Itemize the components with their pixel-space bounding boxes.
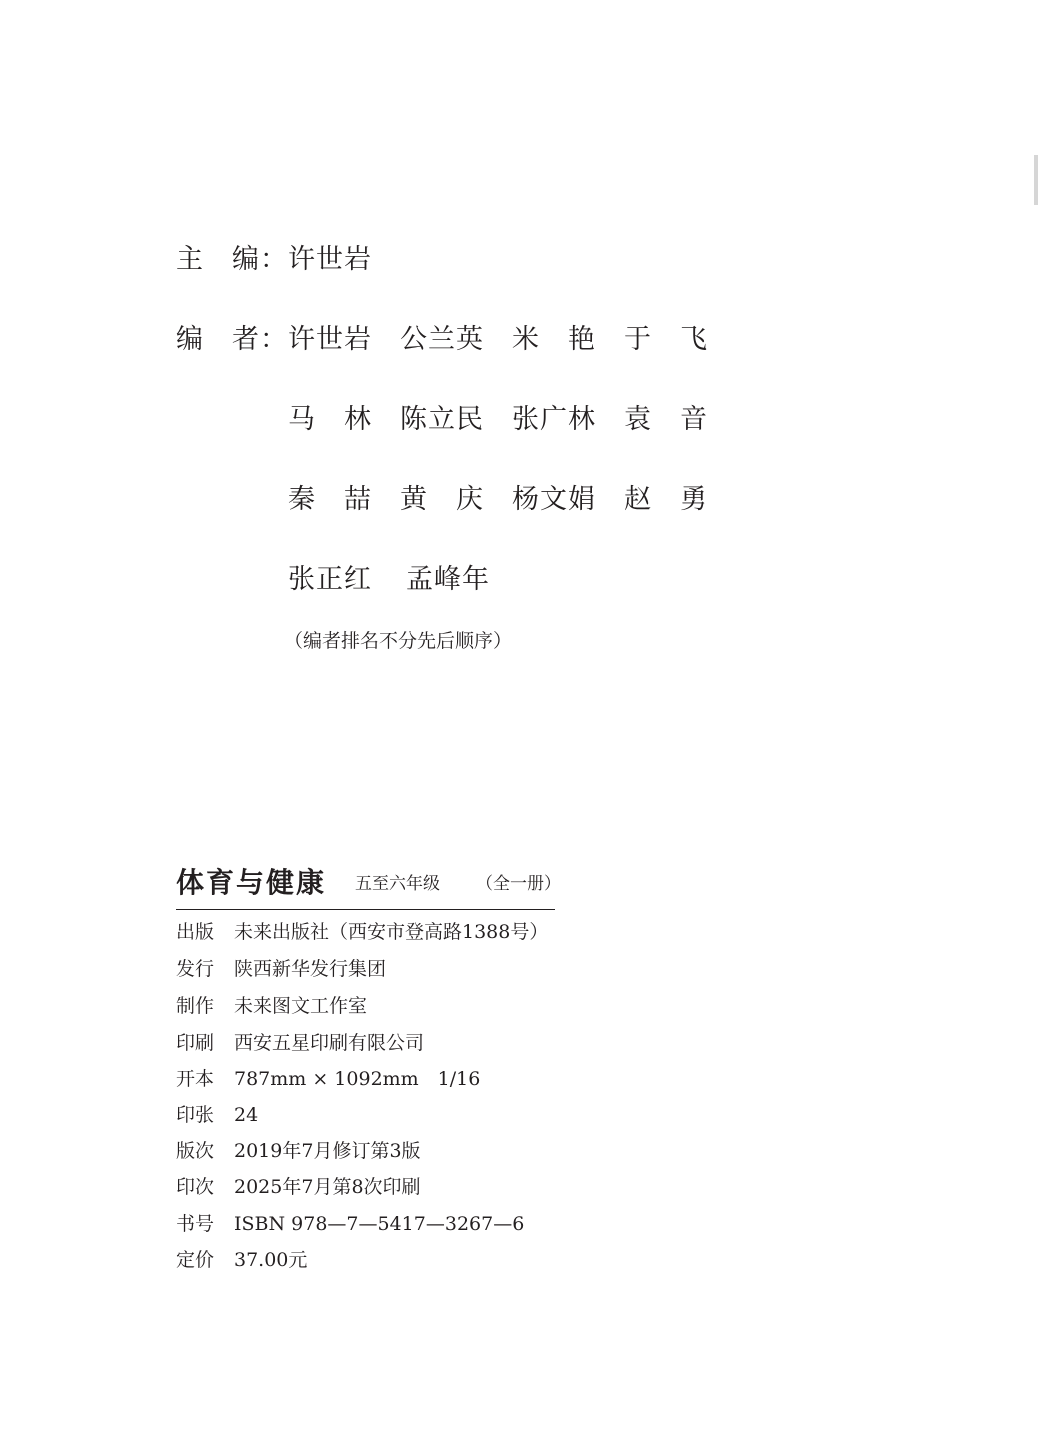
info-label: 版次 [176, 1140, 215, 1162]
info-value: 西安五星印刷有限公司 [234, 1032, 425, 1054]
info-label: 出版 [176, 921, 215, 943]
page-edge-mark [1034, 155, 1038, 205]
info-label: 书号 [176, 1213, 215, 1235]
info-value: ISBN 978—7—5417—3267—6 [234, 1213, 525, 1235]
editor-name: 公兰英 [400, 324, 484, 355]
info-label: 印张 [176, 1104, 215, 1126]
info-value: 37.00元 [234, 1249, 308, 1271]
editor-name: 马 林 [288, 404, 372, 435]
book-grade: 五至六年级 [355, 874, 440, 894]
info-value: 24 [234, 1104, 259, 1126]
chief-editor-name: 许世岩 [288, 244, 372, 275]
info-value: 陕西新华发行集团 [234, 958, 387, 980]
editor-name: 陈立民 [400, 404, 484, 435]
editor-order-note: （编者排名不分先后顺序） [284, 630, 513, 652]
info-value: 未来出版社（西安市登高路1388号） [234, 921, 549, 943]
info-value: 787mm × 1092mm 1/16 [234, 1068, 481, 1090]
info-value: 2019年7月修订第3版 [234, 1140, 421, 1162]
editor-name: 秦 喆 [288, 484, 372, 515]
editor-name: 孟峰年 [406, 564, 490, 595]
info-label: 印次 [176, 1176, 215, 1198]
editor-name: 米 艳 [512, 324, 596, 355]
editor-name: 于 飞 [624, 324, 708, 355]
info-label: 印刷 [176, 1032, 215, 1054]
book-title: 体育与健康 [176, 866, 327, 899]
info-value: 2025年7月第8次印刷 [234, 1176, 421, 1198]
info-label: 制作 [176, 995, 215, 1017]
chief-editor-label: 主 编： [176, 244, 288, 275]
info-label: 发行 [176, 958, 215, 980]
editor-name: 袁 音 [624, 404, 708, 435]
editor-name: 张广林 [512, 404, 596, 435]
editor-name: 张正红 [288, 564, 372, 595]
editor-name: 黄 庆 [400, 484, 484, 515]
info-label: 开本 [176, 1068, 215, 1090]
info-value: 未来图文工作室 [234, 995, 368, 1017]
editors-label: 编 者： [176, 324, 288, 355]
editor-name: 赵 勇 [624, 484, 708, 515]
title-divider [176, 909, 555, 910]
editor-name: 许世岩 [288, 324, 372, 355]
editor-name: 杨文娟 [512, 484, 596, 515]
book-volume: （全一册） [476, 874, 561, 894]
info-label: 定价 [176, 1249, 215, 1271]
